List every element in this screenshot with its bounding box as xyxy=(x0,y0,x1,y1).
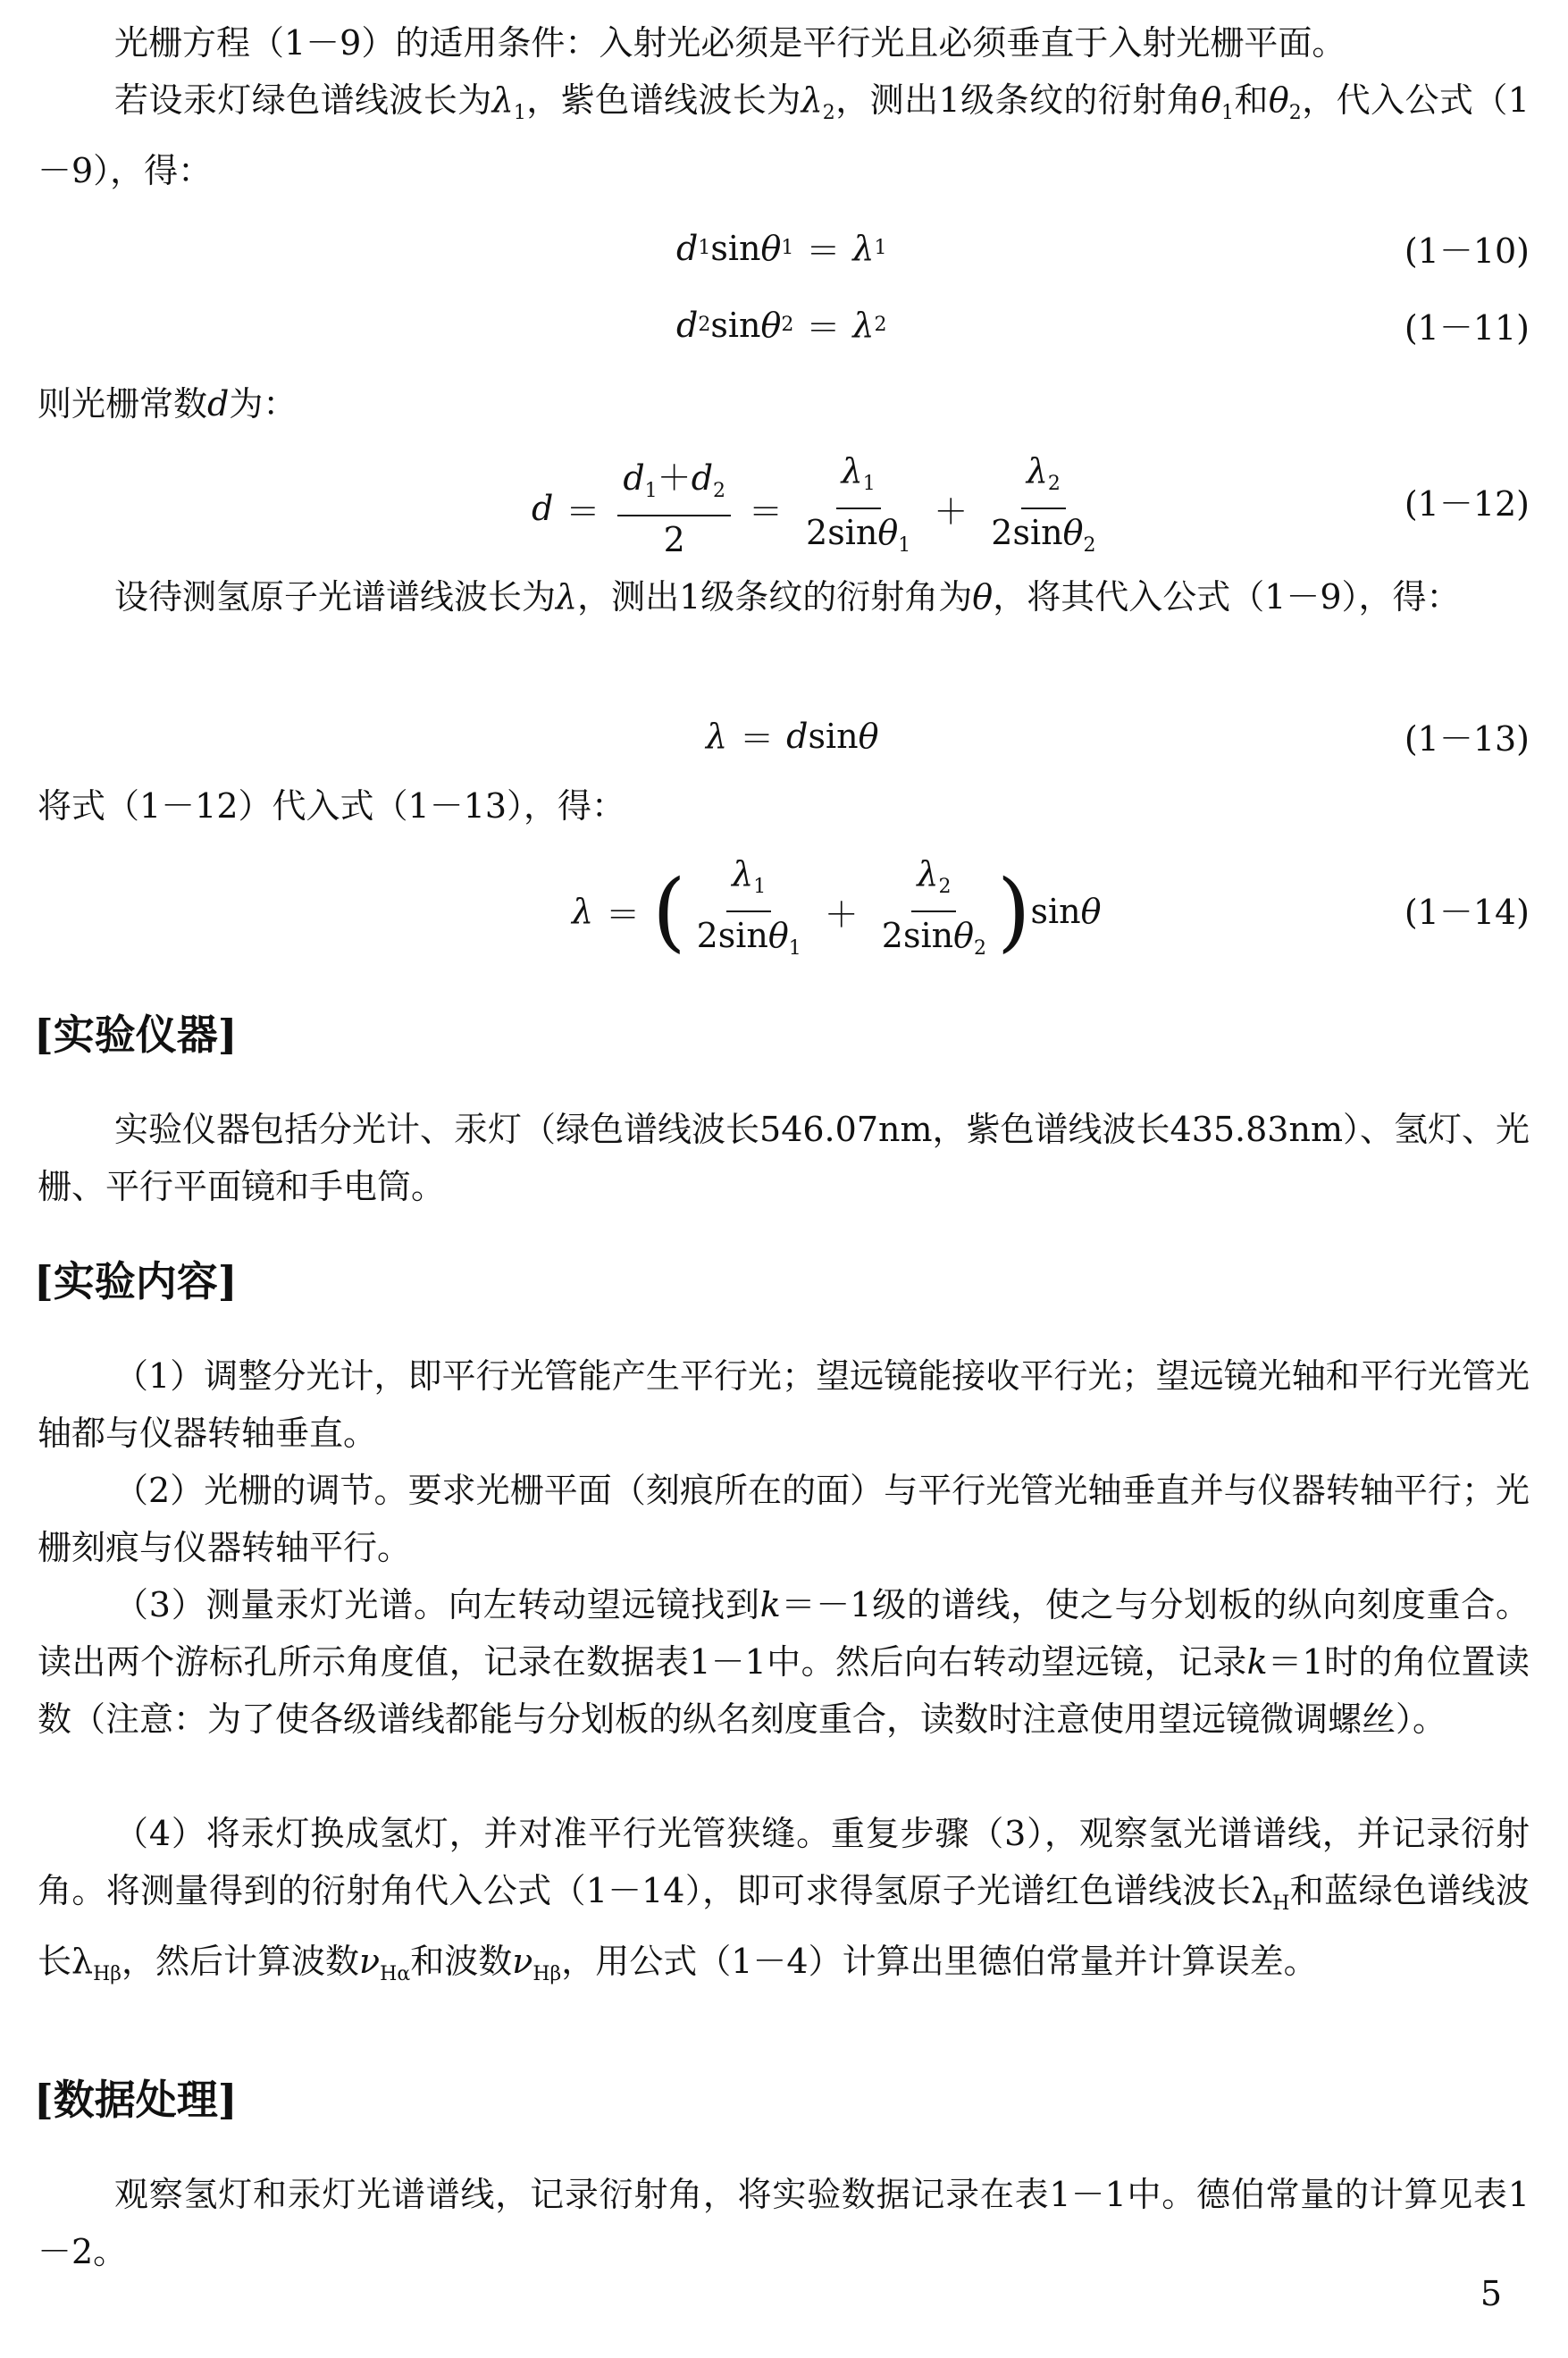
nu-symbol: ν xyxy=(359,1942,381,1981)
d-symbol: d xyxy=(623,457,645,498)
text: ，代入公式（1－9），得： xyxy=(38,80,1530,190)
two: 2 xyxy=(696,916,718,955)
sin-text: sin xyxy=(717,916,768,955)
subscript: 1 xyxy=(874,237,887,259)
paragraph-step-2 xyxy=(38,1462,1530,1576)
left-paren: ( xyxy=(652,861,686,961)
lambda-symbol: λ xyxy=(801,80,823,120)
equation-1-14 xyxy=(0,849,1568,961)
lambda-symbol: λ xyxy=(706,716,728,756)
subscript: 1 xyxy=(862,473,876,495)
sin-text: sin xyxy=(902,916,954,955)
paragraph-grating-condition xyxy=(38,14,1530,71)
text: 则光栅常数 xyxy=(38,384,208,424)
text: ，用公式（1－4）计算出里德伯常量并计算误差。 xyxy=(561,1942,1318,1981)
two: 2 xyxy=(881,916,903,955)
equals-sign: ＝ xyxy=(566,491,600,532)
lambda-symbol: λ xyxy=(1251,1871,1273,1910)
text: 将式（1－12）代入式（1－13），得： xyxy=(38,786,626,826)
lambda-symbol: λ xyxy=(491,80,514,120)
equation-1-12 xyxy=(0,451,1568,559)
subscript: 2 xyxy=(1288,102,1302,124)
equals-sign: ＝ xyxy=(806,231,841,271)
subscript: Hβ xyxy=(532,1963,562,1985)
paragraph-hydrogen-setup xyxy=(38,568,1530,625)
text: （3）测量汞灯光谱。向左转动望远镜找到 xyxy=(114,1585,760,1624)
equation-number: (1－12) xyxy=(1404,484,1530,524)
text: 和 xyxy=(1234,80,1269,120)
theta-symbol: θ xyxy=(760,228,782,268)
theta-symbol: θ xyxy=(1201,80,1222,120)
d-symbol: d xyxy=(691,457,714,498)
text: 若设汞灯绿色谱线波长为 xyxy=(114,80,492,120)
subscript: 1 xyxy=(1221,102,1235,124)
text: 为： xyxy=(229,384,298,424)
equation-number: (1－10) xyxy=(1404,231,1530,271)
plus-sign: ＋ xyxy=(934,491,968,532)
text: 实验仪器包括分光计、汞灯（绿色谱线波长546.07nm，紫色谱线波长435.83nm）、氢灯、光栅、平行平面镜和手电筒。 xyxy=(38,1110,1530,1206)
paragraph-data-processing xyxy=(38,2166,1530,2280)
lambda-symbol: λ xyxy=(732,854,754,894)
paragraph-step-3 xyxy=(38,1576,1530,1748)
right-paren: ) xyxy=(997,861,1031,961)
paragraph-step-1 xyxy=(38,1347,1530,1462)
subscript: 2 xyxy=(1083,534,1096,557)
theta-symbol: θ xyxy=(1080,892,1102,931)
text: 观察氢灯和汞灯光谱谱线，记录衍射角，将实验数据记录在表1－1中。德伯常量的计算见表1－2。 xyxy=(38,2175,1530,2271)
text: 设待测氢原子光谱谱线波长为 xyxy=(114,577,557,617)
text: ，然后计算波数 xyxy=(122,1942,360,1981)
text: 和波数 xyxy=(410,1942,513,1981)
section-heading-apparatus: [实验仪器] xyxy=(34,1011,238,1059)
theta-symbol: θ xyxy=(1062,513,1084,552)
paragraph-wavelength-setup xyxy=(38,71,1530,199)
subscript: Hβ xyxy=(93,1963,122,1985)
k-symbol: k xyxy=(1246,1642,1268,1682)
lambda-symbol: λ xyxy=(841,451,863,491)
equation-number: (1－14) xyxy=(1404,893,1530,932)
fraction xyxy=(692,854,807,969)
fraction xyxy=(801,451,916,566)
subscript: 1 xyxy=(698,237,711,259)
nu-symbol: ν xyxy=(512,1942,533,1981)
section-heading-data: [数据处理] xyxy=(34,2076,238,2124)
subscript: 2 xyxy=(938,876,952,898)
subscript: 2 xyxy=(713,479,726,502)
theta-symbol: θ xyxy=(972,577,994,617)
equation-number: (1－11) xyxy=(1404,308,1530,348)
section-heading-content: [实验内容] xyxy=(34,1257,238,1305)
subscript: H xyxy=(1272,1892,1290,1915)
lambda-symbol: λ xyxy=(556,577,578,617)
equation-1-13 xyxy=(0,706,1568,786)
d-symbol: d xyxy=(532,489,554,528)
theta-symbol: θ xyxy=(953,916,975,955)
lambda-symbol: λ xyxy=(852,305,875,345)
subscript: 2 xyxy=(1047,473,1061,495)
subscript: 1 xyxy=(898,534,911,557)
d-symbol: d xyxy=(207,384,230,424)
equation-1-11 xyxy=(0,282,1568,363)
equation-1-10 xyxy=(0,206,1568,286)
text: ，测出1级条纹的衍射角为 xyxy=(577,577,973,617)
theta-symbol: θ xyxy=(760,305,782,345)
text: （1）调整分光计，即平行光管能产生平行光；望远镜能接收平行光；望远镜光轴和平行光管光轴都与仪器转轴垂直。 xyxy=(38,1356,1530,1453)
subscript: 1 xyxy=(781,237,794,259)
plus-sign: ＋ xyxy=(824,894,859,935)
sin-text: sin xyxy=(710,228,761,268)
sin-text: sin xyxy=(808,716,859,756)
text: 和蓝绿色谱线波长 xyxy=(38,1871,1530,1981)
fraction xyxy=(876,854,992,969)
paragraph-apparatus xyxy=(38,1101,1530,1215)
text: ＝－1级的谱线，使之与分划板的纵向刻度重合。读出两个游标孔所示角度值，记录在数据表1－1中。然后向右转动望远镜，记录 xyxy=(38,1585,1530,1682)
lambda-symbol: λ xyxy=(917,854,939,894)
paragraph-substitute xyxy=(38,777,1530,835)
subscript: 2 xyxy=(974,937,987,960)
text: 光栅方程（1－9）的适用条件：入射光必须是平行光且必须垂直于入射光栅平面。 xyxy=(114,23,1346,63)
sin-text: sin xyxy=(1030,892,1081,931)
fraction xyxy=(985,451,1101,566)
text: ，测出1级条纹的衍射角 xyxy=(834,80,1202,120)
lambda-symbol: λ xyxy=(71,1942,94,1981)
subscript: 2 xyxy=(781,314,794,336)
text: ＝1时的角位置读数（注意：为了使各级谱线都能与分划板的纵名刻度重合，读数时注意使用望远镜微调螺丝）。 xyxy=(38,1642,1530,1739)
theta-symbol: θ xyxy=(1268,80,1289,120)
subscript: 1 xyxy=(644,479,658,502)
fraction xyxy=(617,458,731,559)
d-symbol: d xyxy=(786,716,809,756)
two: 2 xyxy=(806,513,828,552)
equation-number: (1－13) xyxy=(1404,719,1530,759)
text: ，紫色谱线波长为 xyxy=(525,80,801,120)
lambda-symbol: λ xyxy=(572,892,594,931)
lambda-symbol: λ xyxy=(852,228,875,268)
plus-sign: ＋ xyxy=(657,457,692,498)
equals-sign: ＝ xyxy=(806,308,841,348)
d-symbol: d xyxy=(676,305,699,345)
text: ，将其代入公式（1－9），得： xyxy=(993,577,1461,617)
sin-text: sin xyxy=(1012,513,1063,552)
two: 2 xyxy=(991,513,1013,552)
theta-symbol: θ xyxy=(767,916,789,955)
lambda-symbol: λ xyxy=(1026,451,1048,491)
subscript: 1 xyxy=(753,876,767,898)
theta-symbol: θ xyxy=(858,716,879,756)
subscript: Hα xyxy=(380,1963,411,1985)
equals-sign: ＝ xyxy=(606,894,641,935)
k-symbol: k xyxy=(759,1585,781,1624)
two: 2 xyxy=(663,519,685,559)
subscript: 1 xyxy=(513,102,526,124)
text: （4）将汞灯换成氢灯，并对准平行光管狭缝。重复步骤（3），观察氢光谱谱线，并记录衍射角。将测量得到的衍射角代入公式（1－14），即可求得氢原子光谱红色谱线波长 xyxy=(38,1814,1530,1910)
subscript: 2 xyxy=(822,102,835,124)
equals-sign: ＝ xyxy=(740,719,775,759)
text: （2）光栅的调节。要求光栅平面（刻痕所在的面）与平行光管光轴垂直并与仪器转轴平行；光栅刻痕与仪器转轴平行。 xyxy=(38,1471,1530,1567)
subscript: 1 xyxy=(788,937,801,960)
equals-sign: ＝ xyxy=(749,491,784,532)
d-symbol: d xyxy=(676,228,699,268)
theta-symbol: θ xyxy=(877,513,899,552)
subscript: 2 xyxy=(698,314,711,336)
paragraph-step-4 xyxy=(38,1805,1530,2003)
subscript: 2 xyxy=(874,314,887,336)
page-number: 5 xyxy=(1480,2274,1502,2313)
sin-text: sin xyxy=(827,513,878,552)
sin-text: sin xyxy=(710,305,761,345)
paragraph-grating-constant xyxy=(38,375,1530,432)
